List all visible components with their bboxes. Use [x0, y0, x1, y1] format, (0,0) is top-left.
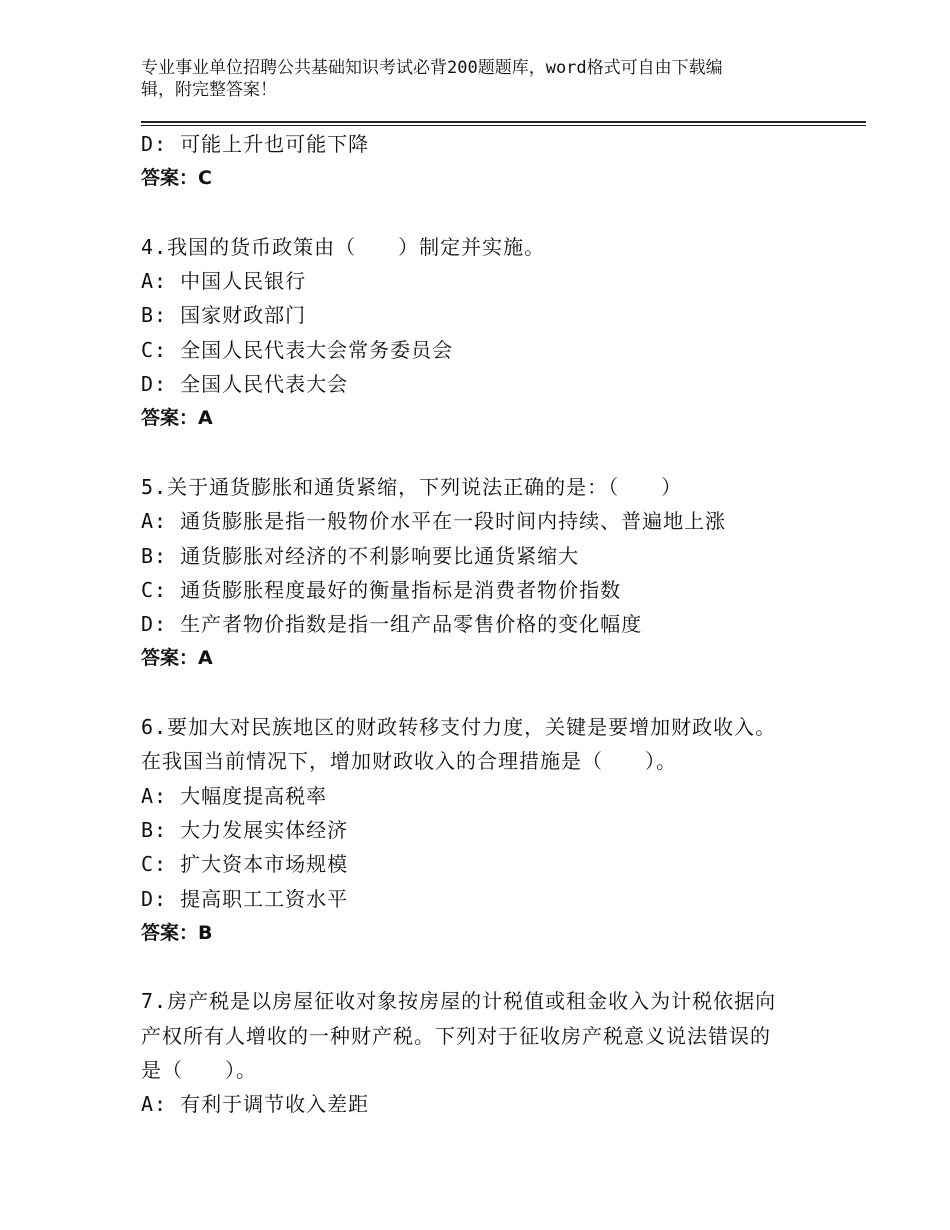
q4-option-d: D: 全国人民代表大会 [141, 372, 349, 397]
question-4 [141, 230, 831, 436]
question-list [141, 127, 831, 1122]
header-divider-thin [141, 125, 866, 126]
header-line-2: 辑，附完整答案！ [141, 80, 277, 100]
q6-option-d: D: 提高职工工资水平 [141, 886, 349, 911]
q4-option-c: C: 全国人民代表大会常务委员会 [141, 337, 454, 362]
q5-option-d: D: 生产者物价指数是指一组产品零售价格的变化幅度 [141, 612, 643, 637]
question-3 [141, 127, 831, 196]
q7-stem-line-1: 7.房产税是以房屋征收对象按房屋的计税值或租金收入为计税依据向 [141, 989, 777, 1014]
q5-option-b: B: 通货膨胀对经济的不利影响要比通货紧缩大 [141, 543, 580, 568]
q5-answer: 答案：A [141, 647, 213, 670]
q6-option-c: C: 扩大资本市场规模 [141, 852, 349, 877]
q6-option-a: A: 大幅度提高税率 [141, 783, 328, 808]
q7-stem-line-3: 是（ ）。 [141, 1058, 257, 1083]
q6-stem-line-2: 在我国当前情况下，增加财政收入的合理措施是（ ）。 [141, 749, 677, 774]
header-line-1: 专业事业单位招聘公共基础知识考试必背200题题库，word格式可自由下载编 [141, 58, 723, 78]
q4-option-b: B: 国家财政部门 [141, 303, 307, 328]
q4-option-a: A: 中国人民银行 [141, 269, 307, 294]
spacer [141, 196, 831, 230]
q6-option-b: B: 大力发展实体经济 [141, 817, 349, 842]
q7-option-a: A: 有利于调节收入差距 [141, 1092, 370, 1117]
spacer [141, 676, 831, 710]
q5-option-a: A: 通货膨胀是指一般物价水平在一段时间内持续、普遍地上涨 [141, 509, 727, 534]
q3-option-d: D: 可能上升也可能下降 [141, 132, 370, 156]
page-header [141, 57, 821, 101]
q6-answer: 答案：B [141, 921, 213, 944]
q5-stem: 5.关于通货膨胀和通货紧缩，下列说法正确的是：（ ） [141, 474, 683, 499]
spacer [141, 436, 831, 470]
q4-stem: 4.我国的货币政策由（ ）制定并实施。 [141, 234, 546, 259]
q7-stem-line-2: 产权所有人增收的一种财产税。下列对于征收房产税意义说法错误的 [141, 1023, 771, 1048]
question-6 [141, 710, 831, 950]
header-divider-thick [141, 121, 866, 123]
q3-answer: 答案：C [141, 167, 212, 190]
spacer [141, 950, 831, 984]
question-5 [141, 470, 831, 676]
q5-option-c: C: 通货膨胀程度最好的衡量指标是消费者物价指数 [141, 577, 622, 602]
q6-stem-line-1: 6.要加大对民族地区的财政转移支付力度，关键是要增加财政收入。 [141, 715, 777, 740]
question-7 [141, 984, 831, 1121]
q4-answer: 答案：A [141, 407, 213, 430]
